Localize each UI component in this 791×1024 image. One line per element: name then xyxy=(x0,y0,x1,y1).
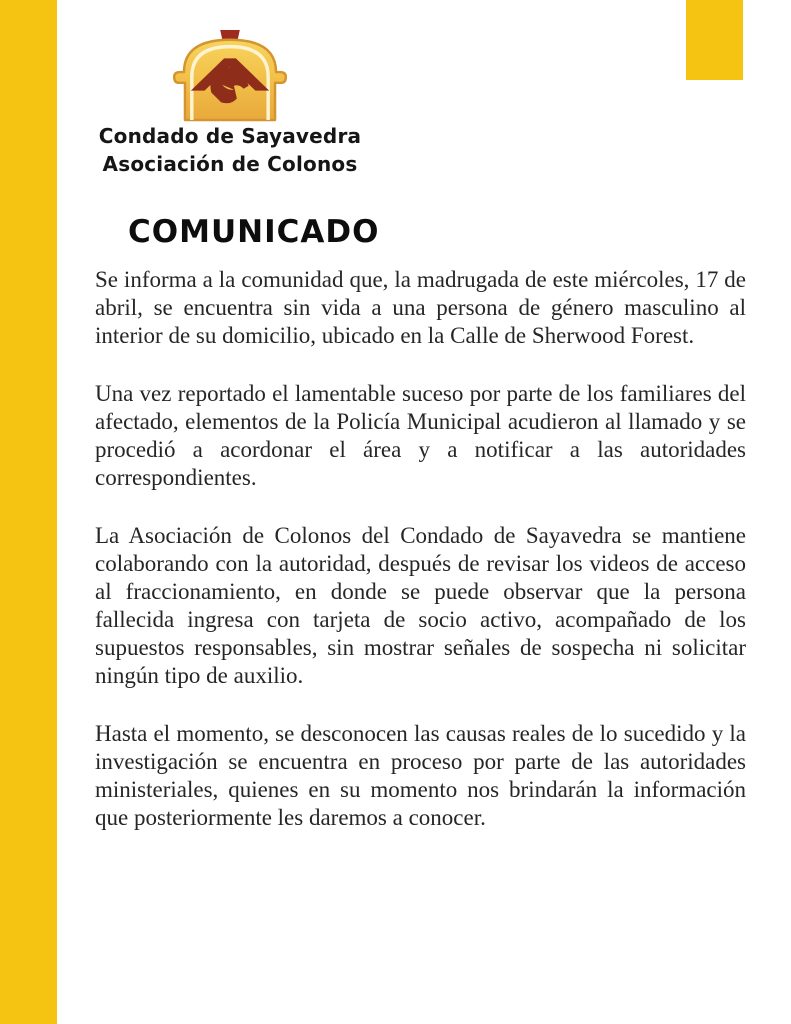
document-body xyxy=(95,266,746,862)
org-name-line2: Asociación de Colonos xyxy=(102,152,358,176)
org-name-line1: Condado de Sayavedra xyxy=(98,124,362,148)
top-right-accent-block xyxy=(686,0,743,80)
hacienda-arch-horse-icon xyxy=(164,28,296,122)
paragraph-2: Una vez reportado el lamentable suceso por parte de los familiares del afectado, elementos de la Policía Municipal acudieron al llamado y se procedió a acordonar el área y a notificar a las autoridades correspondientes. xyxy=(95,381,746,490)
paragraph-4: Hasta el momento, se desconocen las causas reales de lo sucedido y la investigación se encuentra en proceso por parte de las autoridades ministeriales, quienes en su momento nos brindarán la información que posteriormente les daremos a conocer. xyxy=(95,721,746,830)
document-title: COMUNICADO xyxy=(128,214,380,250)
paragraph-1: Se informa a la comunidad que, la madrugada de este miércoles, 17 de abril, se encuentra sin vida a una persona de género masculino al interior de su domicilio, ubicado en la Calle de Sherwood Forest. xyxy=(95,267,746,348)
paragraph-3: La Asociación de Colonos del Condado de Sayavedra se mantiene colaborando con la autoridad, después de revisar los videos de acceso al fraccionamiento, en donde se puede observar que la persona fallecida ingresa con tarjeta de socio activo, acompañado de los supuestos responsables, sin mostrar señales de sospecha ni solicitar ningún tipo de auxilio. xyxy=(95,523,746,688)
left-accent-bar xyxy=(0,0,57,1024)
association-logo xyxy=(84,28,376,178)
